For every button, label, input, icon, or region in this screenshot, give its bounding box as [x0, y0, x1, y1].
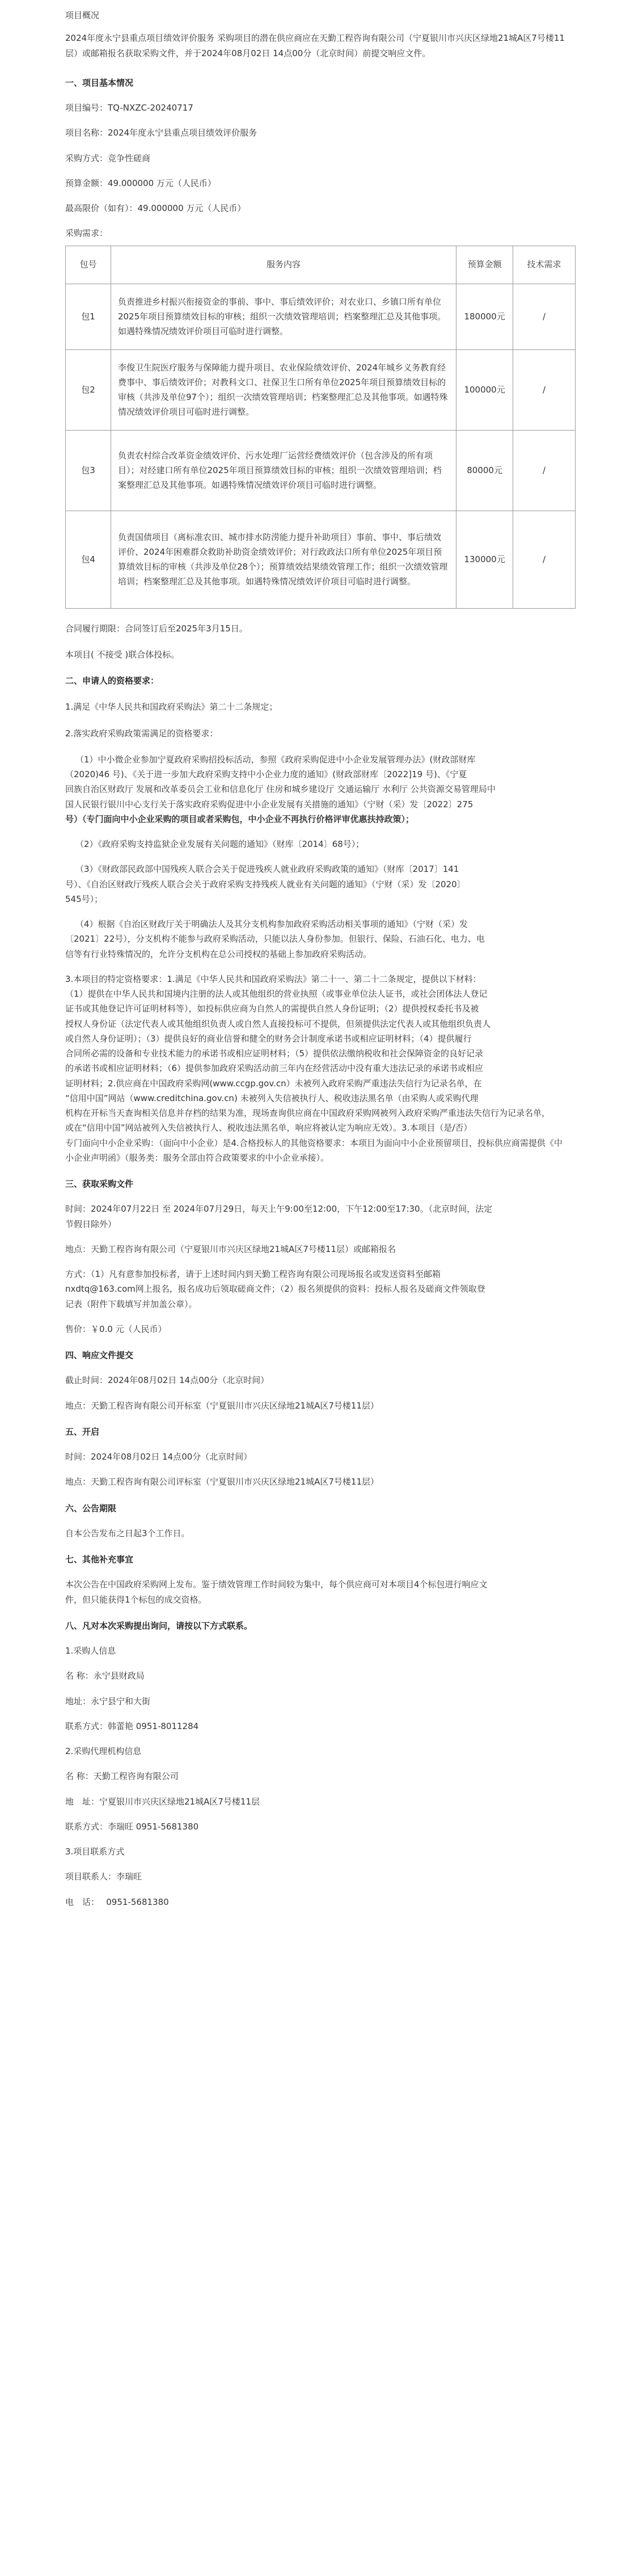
document-price: 售价：￥0.0 元（人民币）	[65, 1323, 167, 1334]
contract-term: 合同履行期限：合同签订后至2025年3月15日。	[65, 623, 248, 634]
notice-period: 自本公告发布之日起3个工作日。	[65, 1528, 190, 1538]
obtain-method-line: 方式：（1）凡有意参加投标者，请于上述时间内到天勤工程咨询有限公司现场报名或发送资料至邮箱	[65, 1269, 441, 1279]
budget-cell: 130000元	[456, 511, 513, 608]
package-cell: 包2	[66, 349, 111, 430]
policy-4-line: 信等有行业特殊情况的，允许分支机构在总公司授权的基础上参加政府采购活动。	[65, 948, 372, 959]
tech-cell: /	[513, 511, 576, 608]
project-contact-phone: 电 话： 0951-5681380	[65, 1896, 169, 1907]
policy-1-emphasis: 号）（专门面向中小企业采购的项目或者采购包，中小企业不再执行价格评审优惠扶持政策）；	[65, 813, 415, 824]
obtain-method-line: 记表（附件下载填写并加盖公章）。	[65, 1298, 197, 1309]
tech-cell: /	[513, 430, 576, 511]
section-1-title: 一、项目基本情况	[65, 77, 134, 88]
obtain-time-line: 节假日除外）	[65, 1219, 117, 1229]
project-contact-title: 3.项目联系方式	[65, 1846, 125, 1857]
obtain-time	[65, 1201, 576, 1232]
opening-time: 时间：2024年08月02日 14点00分（北京时间）	[65, 1452, 252, 1462]
requirements-label: 采购需求：	[65, 228, 108, 239]
agency-name: 名 称：天勤工程咨询有限公司	[65, 1771, 179, 1782]
purchaser-address: 地址：永宁县宁和大街	[65, 1696, 151, 1706]
qualification-3-line: 3.本项目的特定资格要求：1.满足《中华人民共和国政府采购法》第二十一、第二十二条规定，提供以下材料：	[65, 973, 481, 984]
policy-3-line: 号）、《自治区财政厅残疾人联合会关于政府采购支持残疾人就业有关问题的通知》（宁财（采）发〔2020〕	[65, 879, 466, 889]
header-package: 包号	[66, 246, 111, 284]
budget-cell: 180000元	[456, 284, 513, 349]
header-budget: 预算金额	[456, 246, 513, 284]
package-cell: 包3	[66, 430, 111, 511]
budget-cell: 80000元	[456, 430, 513, 511]
policy-3-line: （3）《财政部民政部中国残疾人联合会关于促进残疾人就业政府采购政策的通知》（财库〔2017〕141	[75, 864, 459, 875]
overview-title: 项目概况	[65, 10, 100, 20]
content-cell: 负责国债项目（离标准农田、城市排水防涝能力提升补助项目）事前、事中、事后绩效评价、2024年困难群众救助补助资金绩效评价；对行政政法口所有单位2025年项目预算绩效目标的审核（共涉及单位28个）；预算绩效结果绩效管理工作；组织一次绩效管理培训；档案整理汇总及其他事项。如遇特殊情况绩效评价项目可临时进行调整。	[111, 511, 456, 608]
qualification-3-line: 证书或其他登记许可证明材料等），如投标供应商为自然人的需提供自然人身份证明；（2）提供授权委托书及被	[65, 1004, 479, 1014]
table-row	[66, 511, 576, 608]
obtain-method	[65, 1267, 576, 1312]
section-8-title: 八、凡对本次采购提出询问，请按以下方式联系。	[65, 1620, 253, 1631]
agency-title: 2.采购代理机构信息	[65, 1746, 142, 1756]
table-header-row	[66, 246, 576, 284]
tech-cell: /	[513, 284, 576, 349]
supplementary-info	[65, 1577, 576, 1607]
qualification-3	[65, 972, 576, 1165]
section-3-title: 三、获取采购文件	[65, 1179, 134, 1189]
budget-cell: 100000元	[456, 349, 513, 430]
policy-4-line: 〔2021〕22号），分支机构不能参与政府采购活动，只能以法人身份参加。但银行、保险、石油石化、电力、电	[65, 934, 485, 945]
package-cell: 包1	[66, 284, 111, 349]
purchaser-name: 名 称：永宁县财政局	[65, 1671, 145, 1681]
table-row	[66, 430, 576, 511]
budget-amount: 预算金额：49.000000 万元（人民币）	[65, 178, 216, 188]
project-number: 项目编号：TQ-NXZC-20240717	[65, 103, 193, 113]
qualification-3-line: （1）提供在中华人民共和国境内注册的法人或其他组织的营业执照（或事业单位法人证书，或社会团体法人登记	[65, 989, 488, 999]
agency-address: 地 址：宁夏银川市兴庆区绿地21城A区7号楼11层	[65, 1796, 260, 1807]
obtain-place: 地点：天勤工程咨询有限公司（宁夏银川市兴庆区绿地21城A区7号楼11层）或邮箱报名	[65, 1243, 396, 1254]
content-cell: 负责农村综合改革资金绩效评价、污水处理厂运营经费绩效评价（包含涉及的所有项目）；对经建口所有单位2025年项目预算绩效目标的审核；组织一次绩效管理培训；档案整理汇总及其他事项。如遇特殊情况绩效评价项目可临时进行调整。	[111, 430, 456, 511]
overview-intro: 2024年度永宁县重点项目绩效评价服务 采购项目的潜在供应商应在天勤工程咨询有限公司（宁夏银川市兴庆区绿地21城A区7号楼11层）或邮箱报名获取采购文件，并于2024年08月02日 14点00分（北京时间）前提交响应文件。	[65, 33, 565, 58]
policy-1-line: 回族自治区财政厅 发展和改革委员会工业和信息化厅 住房和城乡建设厅 交通运输厅 水利厅 公共资源交易管理局中	[65, 784, 496, 795]
qualification-3-line: 合同所必需的设备和专业技术能力的承诺书或相应证明材料；（5）提供依法缴纳税收和社会保障资金的良好记录	[65, 1048, 484, 1059]
section-7-title: 七、其他补充事宜	[65, 1554, 134, 1565]
qualification-3-line: 授权人身份证（法定代表人或其他组织负责人或自然人直接投标可不提供，但须提供法定代表人或其他组织负责人	[65, 1018, 491, 1029]
project-contact-person: 项目联系人：李瑞旺	[65, 1871, 142, 1882]
procurement-method: 采购方式：竞争性磋商	[65, 153, 151, 163]
header-tech: 技术需求	[513, 246, 576, 284]
submission-deadline: 截止时间：2024年08月02日 14点00分（北京时间）	[65, 1375, 269, 1386]
submission-place: 地点：天勤工程咨询有限公司开标室（宁夏银川市兴庆区绿地21城A区7号楼11层）	[65, 1400, 379, 1411]
header-content: 服务内容	[111, 246, 456, 284]
qualification-3-line: 专门面向中小企业采购：（面向中小企业）是4.合格投标人的其他资格要求：本项目为面向中小企业预留项目，投标供应商需提供《中	[65, 1137, 563, 1148]
project-name: 项目名称：2024年度永宁县重点项目绩效评价服务	[65, 128, 257, 138]
purchaser-contact: 联系方式：韩蕾艳 0951-8011284	[65, 1721, 199, 1731]
consortium-note: 本项目( 不接受 )联合体投标。	[65, 649, 180, 660]
purchaser-title: 1.采购人信息	[65, 1646, 116, 1656]
max-price: 最高限价（如有）：49.000000 万元（人民币）	[65, 203, 246, 213]
qualification-1: 1.满足《中华人民共和国政府采购法》第二十二条规定；	[65, 702, 278, 712]
supplementary-line: 本次公告在中国政府采购网上发布。鉴于绩效管理工作时间较为集中，每个供应商可对本项目4个标包进行响应文	[65, 1579, 488, 1590]
section-2-title: 二、申请人的资格要求：	[65, 676, 159, 686]
qualification-3-line: “信用中国”网站（www.creditchina.gov.cn) 未被列入失信被执行人、税收违法黑名单（由采购人或采购代理	[65, 1093, 479, 1103]
package-cell: 包4	[66, 511, 111, 608]
obtain-time-line: 时间：2024年07月22日 至 2024年07月29日，每天上午9:00至12:00，下午12:00至17:30。（北京时间，法定	[65, 1204, 493, 1215]
obtain-method-line: nxdtq@163.com网上报名，报名成功后领取磋商文件；（2）报名须提供的资料：投标人报名及磋商文件领取登	[65, 1284, 485, 1295]
announcement-body	[65, 0, 576, 1909]
section-4-title: 四、响应文件提交	[65, 1350, 134, 1360]
table-row	[66, 284, 576, 349]
tech-cell: /	[513, 349, 576, 430]
policy-item-4	[65, 917, 576, 962]
qualification-3-line: 的承诺书或相应证明材料；（6）提供参加政府采购活动前三年内在经营活动中没有重大违法记录的承诺书或相应	[65, 1063, 484, 1074]
policy-item-2: （2）《政府采购支持监狱企业发展有关问题的通知》（财库〔2014〕68号）；	[75, 839, 365, 849]
supplementary-line: 件，但只能获得1个标包的成交资格。	[65, 1594, 207, 1605]
policy-item-1	[65, 752, 576, 827]
qualification-3-line: 小企业声明函》（服务类：服务全部由符合政策要求的中小企业承接）。	[65, 1152, 329, 1163]
section-5-title: 五、开启	[65, 1426, 100, 1437]
policy-1-line: （2020)46 号)、《关于进一步加大政府采购支持中小企业力度的通知》(财政部财库〔2022]19 号)、《宁夏	[65, 769, 467, 779]
section-6-title: 六、公告期限	[65, 1503, 117, 1513]
policy-item-3	[65, 862, 576, 907]
requirements-table	[65, 246, 576, 609]
policy-1-line: 国人民银行银川中心支行关于落实政府采购促进中小企业发展有关措施的通知》（宁财（采）发〔2022〕275	[65, 799, 473, 810]
qualification-3-line: 或自然人身份证明）；（3）提供良好的商业信誉和健全的财务会计制度承诺书或相应证明材料；（4）提供履行	[65, 1033, 472, 1044]
qualification-3-line: 证明材料；2.供应商在中国政府采购网(www.ccgp.gov.cn）未被列入政府采购严重违法失信行为记录名单，在	[65, 1078, 482, 1089]
qualification-3-line: 或在“信用中国”网站被列入失信被执行人、税收违法黑名单，响应将被认定为响应无效）。3.本项目（是/否）	[65, 1123, 472, 1133]
qualification-3-line: 机构在开标当天查询相关信息并存档的结果为准，现场查询供应商在中国政府采购网被列入政府采购严重违法失信行为记录名单，	[65, 1108, 551, 1118]
policy-1-line: （1）中小微企业参加宁夏政府采购招投标活动，参照《政府采购促进中小企业发展管理办法》(财政部财库	[75, 754, 476, 765]
table-row	[66, 349, 576, 430]
content-cell: 李俊卫生院医疗服务与保障能力提升项目、农业保险绩效评价、2024年城乡义务教育经费事中、事后绩效评价；对教科文口、社保卫生口所有单位2025年项目预算绩效目标的审核（共涉及单位97个）；组织一次绩效管理培训；档案整理汇总及其他事项。如遇特殊情况绩效评价项目可临时进行调整。	[111, 349, 456, 430]
agency-contact: 联系方式：李瑞旺 0951-5681380	[65, 1821, 199, 1832]
policy-3-line: 545号）；	[65, 893, 103, 904]
content-cell: 负责推进乡村振兴衔接资金的事前、事中、事后绩效评价；对农业口、乡镇口所有单位2025年项目预算绩效目标的审核；组织一次绩效管理培训；档案整理汇总及其他事项。如遇特殊情况绩效评价项目可临时进行调整。	[111, 284, 456, 349]
opening-place: 地点：天勤工程咨询有限公司评标室（宁夏银川市兴庆区绿地21城A区7号楼11层）	[65, 1477, 379, 1487]
policy-4-line: （4）根据《自治区财政厅关于明确法人及其分支机构参加政府采购活动相关事项的通知》（宁财（采）发	[75, 919, 468, 929]
qualification-2: 2.落实政府采购政策需满足的资格要求：	[65, 728, 218, 739]
